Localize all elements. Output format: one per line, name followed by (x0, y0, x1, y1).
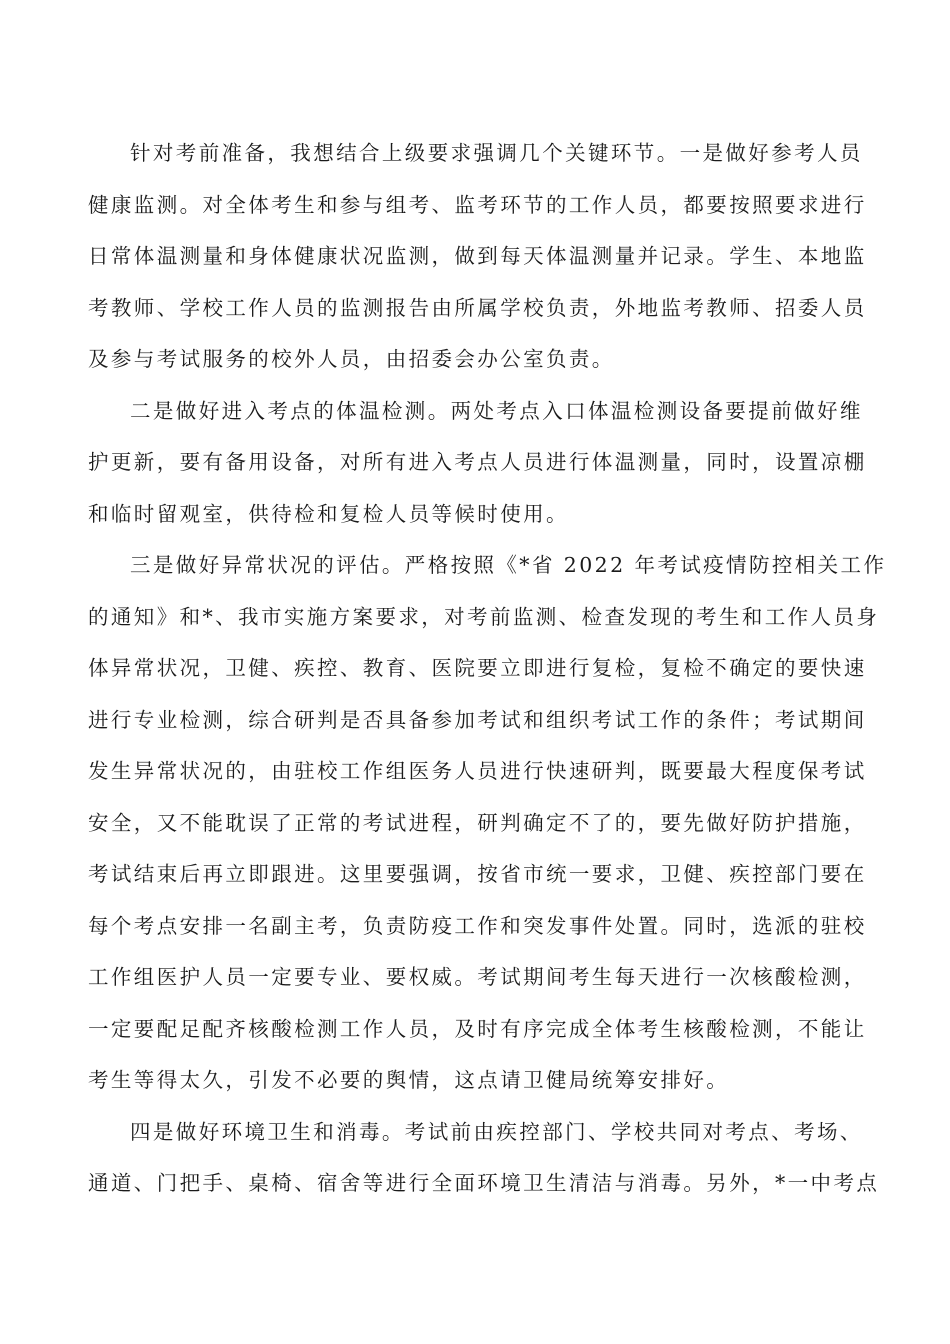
paragraph-sanitation (88, 1107, 880, 1210)
paragraph-abnormal-assessment (88, 540, 887, 1107)
text-line: 和临时留观室，供待检和复检人员等候时使用。 (88, 501, 569, 526)
text-line: 考教师、学校工作人员的监测报告由所属学校负责，外地监考教师、招委人员 (88, 295, 867, 320)
paragraph-temperature-check (88, 386, 867, 541)
text-line: 四是做好环境卫生和消毒。考试前由疾控部门、学校共同对考点、考场、 (130, 1119, 863, 1144)
text-line: 针对考前准备，我想结合上级要求强调几个关键环节。一是做好参考人员 (130, 141, 863, 165)
text-line: 发生异常状况的，由驻校工作组医务人员进行快速研判，既要最大程度保考试 (88, 759, 867, 783)
text-line: 的通知》和*、我市实施方案要求，对考前监测、检查发现的考生和工作人员身 (88, 604, 880, 629)
text-line: 进行专业检测，综合研判是否具备参加考试和组织考试工作的条件；考试期间 (88, 707, 867, 732)
text-line: 每个考点安排一名副主考，负责防疫工作和突发事件处置。同时，选派的驻校 (88, 913, 867, 938)
text-line: 日常体温测量和身体健康状况监测，做到每天体温测量并记录。学生、本地监 (88, 244, 867, 268)
text-line: 健康监测。对全体考生和参与组考、监考环节的工作人员，都要按照要求进行 (88, 192, 867, 217)
text-line: 三是做好异常状况的评估。严格按照《*省 2022 年考试疫情防控相关工作 (130, 553, 887, 577)
text-line: 安全，又不能耽误了正常的考试进程，研判确定不了的，要先做好防护措施， (88, 810, 867, 835)
text-line: 一定要配足配齐核酸检测工作人员，及时有序完成全体考生核酸检测，不能让 (88, 1016, 867, 1041)
text-line: 考生等得太久，引发不必要的舆情，这点请卫健局统筹安排好。 (88, 1068, 730, 1092)
text-line: 及参与考试服务的校外人员，由招委会办公室负责。 (88, 347, 615, 371)
paragraph-exam-preparation (88, 128, 867, 386)
text-line: 体异常状况，卫健、疾控、教育、医院要立即进行复检，复检不确定的要快速 (88, 656, 867, 680)
text-line: 考试结束后再立即跟进。这里要强调，按省市统一要求，卫健、疾控部门要在 (88, 862, 867, 886)
text-line: 通道、门把手、桌椅、宿舍等进行全面环境卫生清洁与消毒。另外，*一中考点 (88, 1171, 880, 1195)
document-body (88, 128, 887, 1210)
text-line: 二是做好进入考点的体温检测。两处考点入口体温检测设备要提前做好维 (130, 398, 863, 423)
text-line: 护更新，要有备用设备，对所有进入考点人员进行体温测量，同时，设置凉棚 (88, 450, 867, 474)
text-line: 工作组医护人员一定要专业、要权威。考试期间考生每天进行一次核酸检测， (88, 965, 867, 989)
